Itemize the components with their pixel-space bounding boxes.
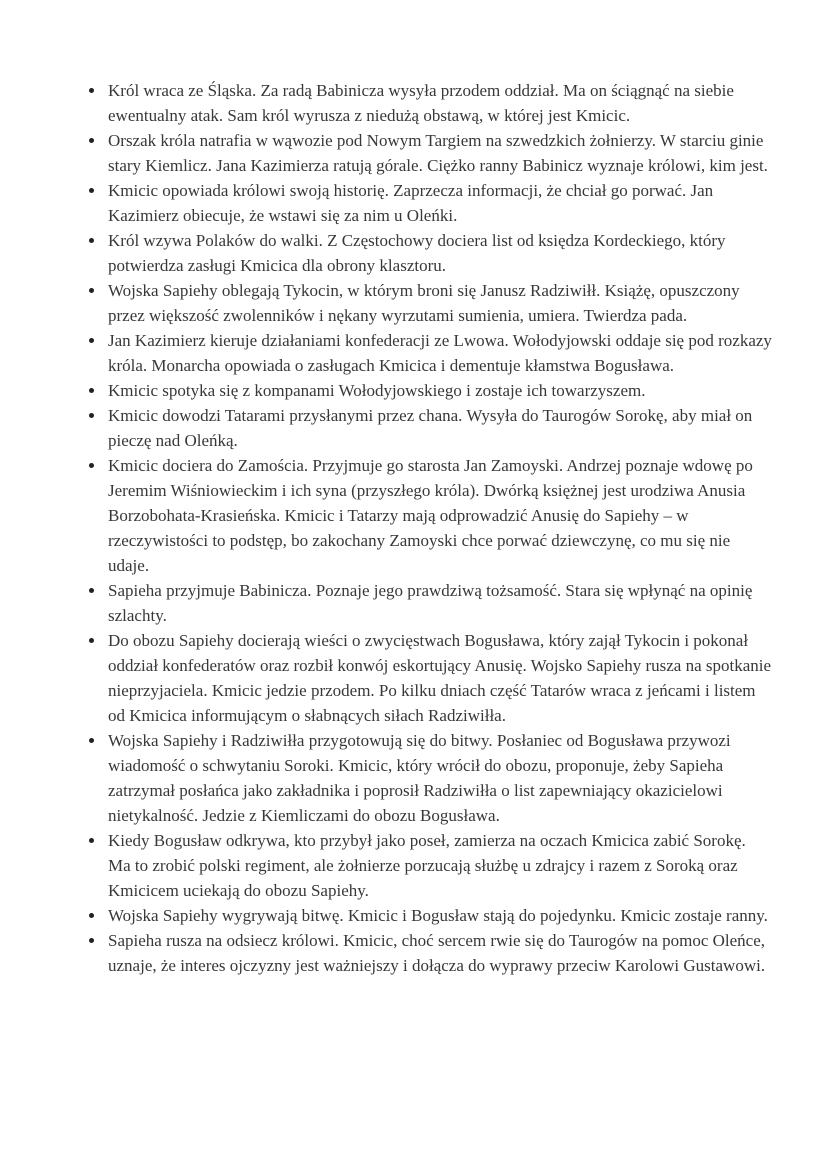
bullet-item — [108, 578, 772, 628]
bullet-item — [108, 828, 772, 903]
bullet-dot-icon — [89, 588, 94, 593]
bullet-item — [108, 178, 772, 228]
bullet-item — [108, 378, 772, 403]
bullet-item — [108, 328, 772, 378]
bullet-dot-icon — [89, 938, 94, 943]
bullet-dot-icon — [89, 138, 94, 143]
bullet-text: Wojska Sapiehy i Radziwiłła przygotowują się do bitwy. Posłaniec od Bogusława przywozi wiadomość o schwytaniu Soroki. Kmicic, który wrócił do obozu, proponuje, żeby Sapieha zatrzymał posłańca jako zakładnika i poprosił Radziwiłła o list zapewniający okazicielowi nietykalność. Jedzie z Kiemliczami do obozu Bogusława. — [108, 731, 731, 825]
bullet-text: Kmicic dowodzi Tatarami przysłanymi przez chana. Wysyła do Taurogów Sorokę, aby miał on pieczę nad Oleńką. — [108, 406, 753, 450]
bullet-item — [108, 453, 772, 578]
bullet-item — [108, 903, 772, 928]
bullet-text: Kmicic opowiada królowi swoją historię. Zaprzecza informacji, że chciał go porwać. Jan Kazimierz obiecuje, że wstawi się za nim u Oleńki. — [108, 181, 714, 225]
bullet-item — [108, 728, 772, 828]
bullet-dot-icon — [89, 238, 94, 243]
bullet-text: Do obozu Sapiehy docierają wieści o zwycięstwach Bogusława, który zajął Tykocin i pokonał oddział konfederatów oraz rozbił konwój eskortujący Anusię. Wojsko Sapiehy rusza na spotkanie nieprzyjaciela. Kmicic jedzie przodem. Po kilku dniach część Tatarów wraca z jeńcami i listem od Kmicica informującym o słabnących siłach Radziwiłła. — [108, 631, 772, 725]
bullet-text: Wojska Sapiehy oblegają Tykocin, w którym broni się Janusz Radziwiłł. Książę, opuszczony przez większość zwolenników i nękany wyrzutami sumienia, umiera. Twierdza pada. — [108, 281, 740, 325]
bullet-dot-icon — [89, 913, 94, 918]
bullet-text: Król wraca ze Śląska. Za radą Babinicza wysyła przodem oddział. Ma on ściągnąć na siebie ewentualny atak. Sam król wyrusza z niedużą obstawą, w której jest Kmicic. — [108, 81, 734, 125]
bullet-item — [108, 928, 772, 978]
bullet-list — [108, 78, 772, 978]
bullet-dot-icon — [89, 738, 94, 743]
bullet-text: Kmicic dociera do Zamościa. Przyjmuje go starosta Jan Zamoyski. Andrzej poznaje wdowę po Jeremim Wiśniowieckim i ich syna (przyszłego króla). Dwórką księżnej jest urodziwa Anusia Borzobohata-Krasieńska. Kmicic i Tatarzy mają odprowadzić Anusię do Sapiehy – w rzeczywistości to podstęp, bo zakochany Zamoyski chce porwać dziewczynę, co mu się nie udaje. — [108, 456, 753, 575]
bullet-text: Sapieha przyjmuje Babinicza. Poznaje jego prawdziwą tożsamość. Stara się wpłynąć na opinię szlachty. — [108, 581, 753, 625]
bullet-dot-icon — [89, 88, 94, 93]
bullet-item — [108, 228, 772, 278]
bullet-item — [108, 403, 772, 453]
bullet-dot-icon — [89, 388, 94, 393]
bullet-dot-icon — [89, 338, 94, 343]
bullet-dot-icon — [89, 413, 94, 418]
bullet-dot-icon — [89, 288, 94, 293]
bullet-item — [108, 78, 772, 128]
bullet-dot-icon — [89, 838, 94, 843]
bullet-dot-icon — [89, 638, 94, 643]
bullet-text: Wojska Sapiehy wygrywają bitwę. Kmicic i Bogusław stają do pojedynku. Kmicic zostaje ranny. — [108, 906, 768, 925]
bullet-text: Orszak króla natrafia w wąwozie pod Nowym Targiem na szwedzkich żołnierzy. W starciu ginie stary Kiemlicz. Jana Kazimierza ratują górale. Ciężko ranny Babinicz wyznaje królowi, kim jest. — [108, 131, 768, 175]
bullet-dot-icon — [89, 463, 94, 468]
bullet-text: Jan Kazimierz kieruje działaniami konfederacji ze Lwowa. Wołodyjowski oddaje się pod rozkazy króla. Monarcha opowiada o zasługach Kmicica i dementuje kłamstwa Bogusława. — [108, 331, 772, 375]
bullet-dot-icon — [89, 188, 94, 193]
bullet-text: Kiedy Bogusław odkrywa, kto przybył jako poseł, zamierza na oczach Kmicica zabić Sorokę. Ma to zrobić polski regiment, ale żołnierze porzucają służbę u zdrajcy i razem z Soroką oraz Kmicicem uciekają do obozu Sapiehy. — [108, 831, 746, 900]
bullet-item — [108, 278, 772, 328]
bullet-item — [108, 628, 772, 728]
bullet-text: Kmicic spotyka się z kompanami Wołodyjowskiego i zostaje ich towarzyszem. — [108, 381, 646, 400]
bullet-text: Król wzywa Polaków do walki. Z Częstochowy dociera list od księdza Kordeckiego, który potwierdza zasługi Kmicica dla obrony klasztoru. — [108, 231, 726, 275]
bullet-item — [108, 128, 772, 178]
bullet-text: Sapieha rusza na odsiecz królowi. Kmicic, choć sercem rwie się do Taurogów na pomoc Oleńce, uznaje, że interes ojczyzny jest ważniejszy i dołącza do wyprawy przeciw Karolowi Gustawowi. — [108, 931, 766, 975]
